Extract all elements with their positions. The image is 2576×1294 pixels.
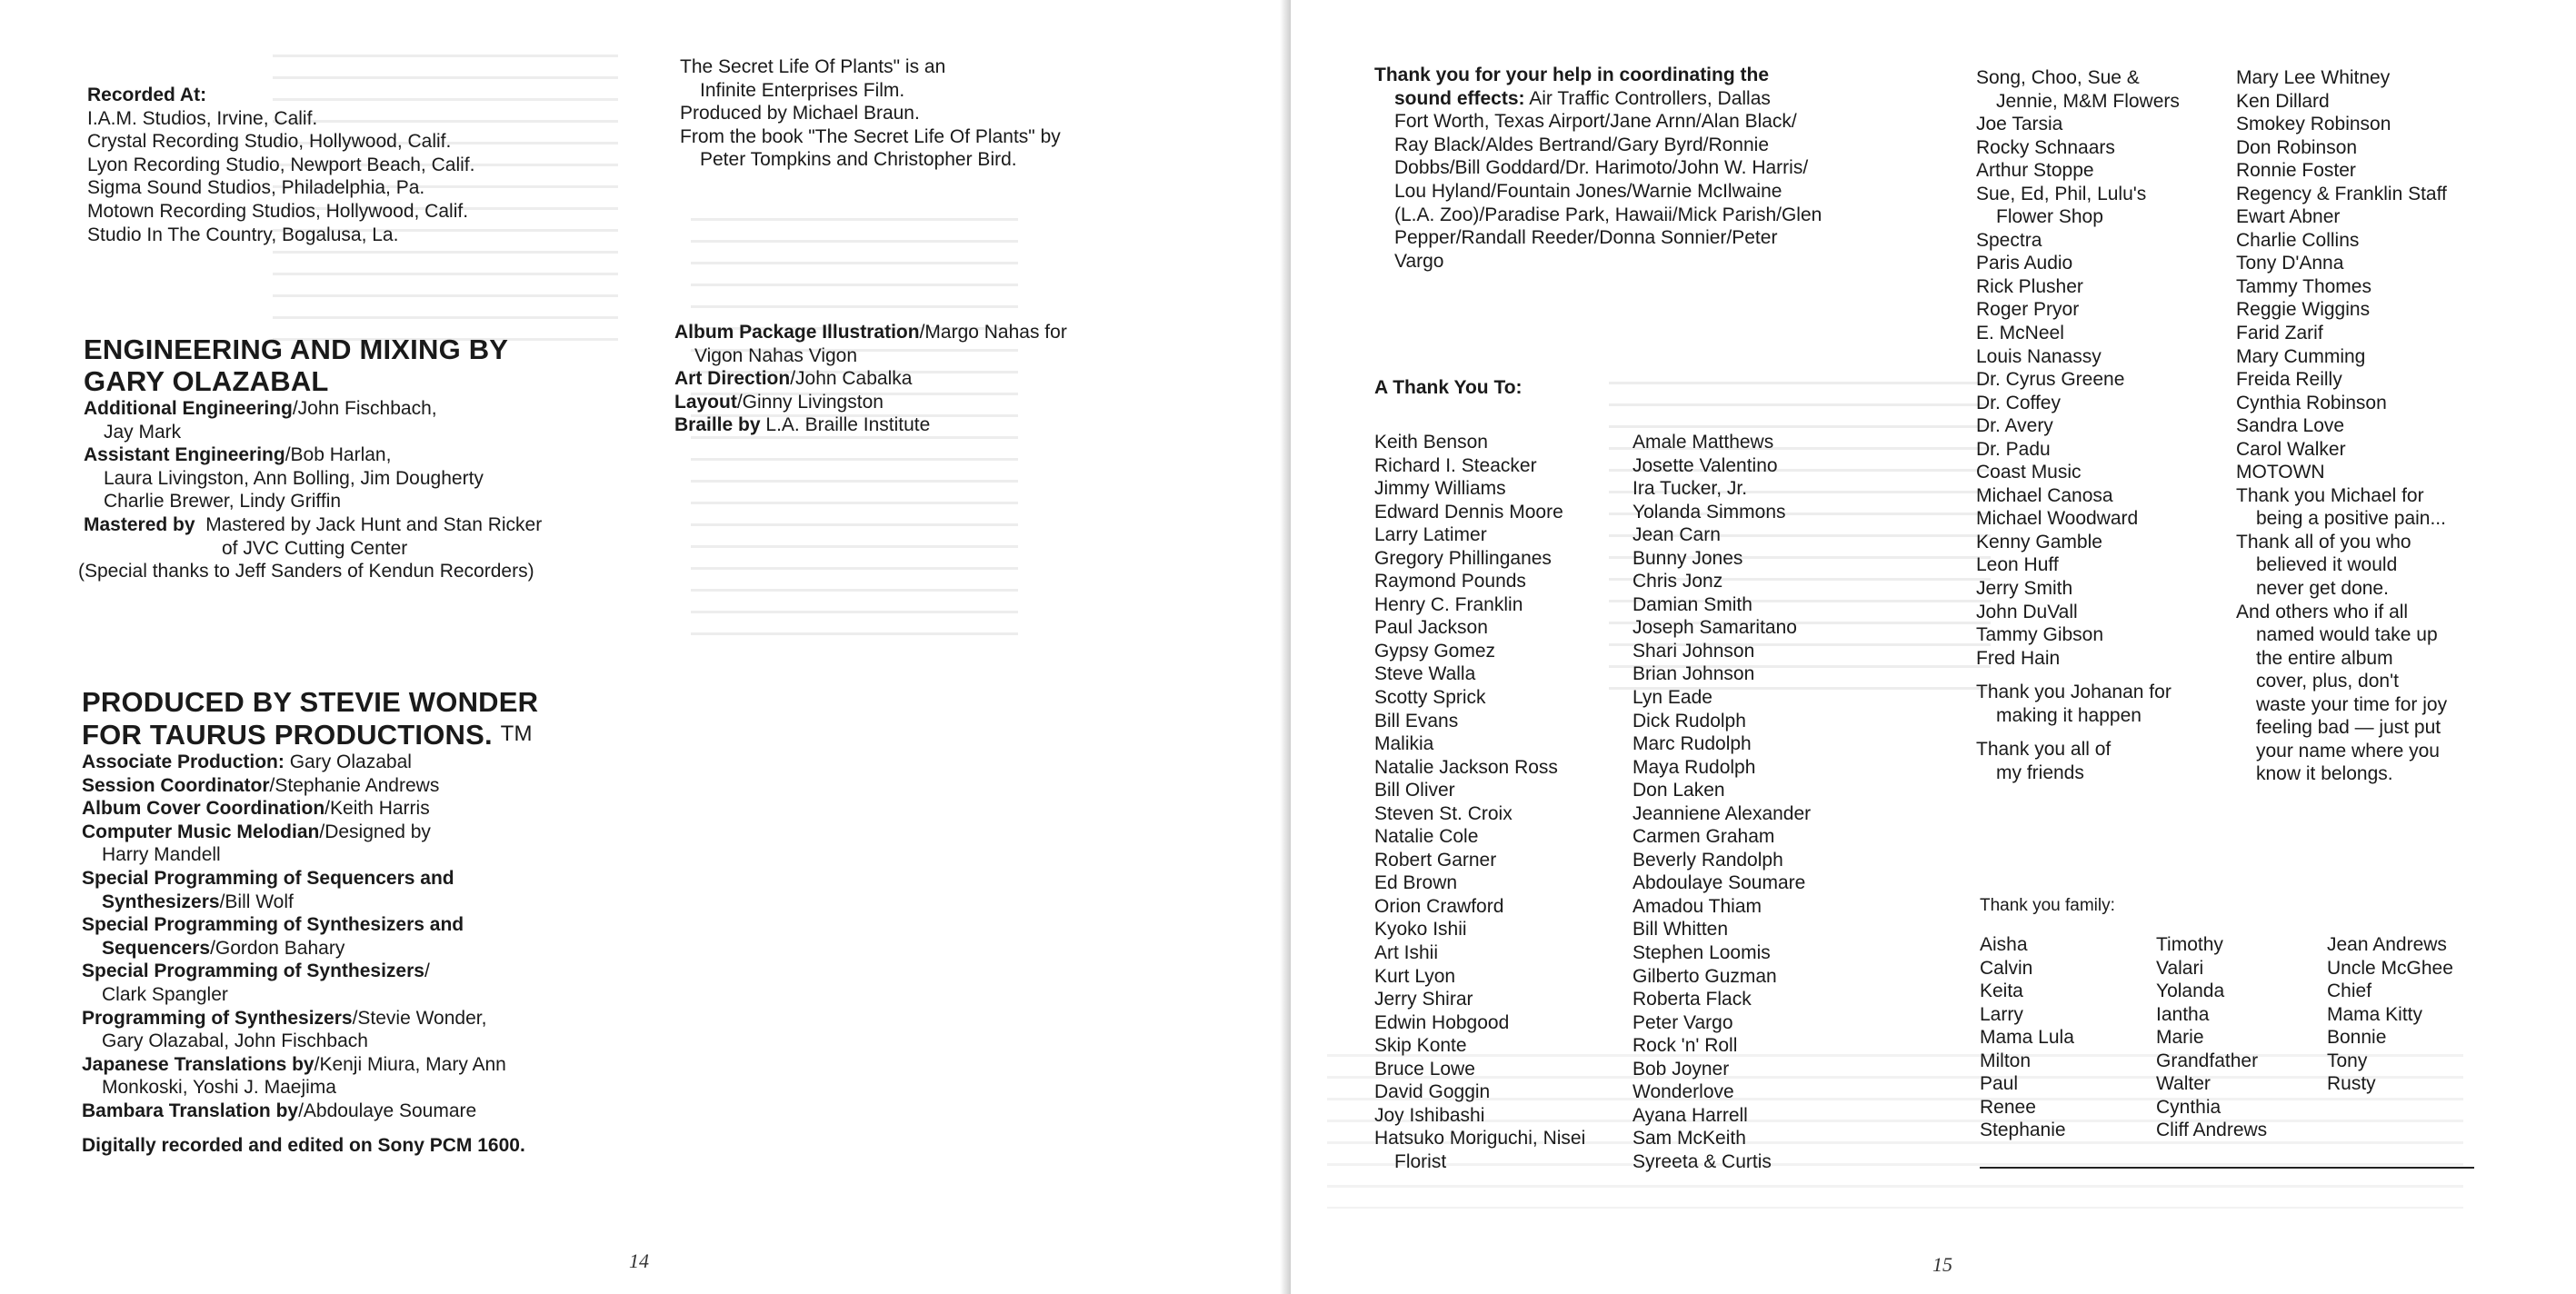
- name-entry-cont: Flower Shop: [1996, 206, 2103, 228]
- family-name: Chief: [2327, 980, 2372, 1002]
- name-entry: Orion Crawford: [1374, 895, 1504, 917]
- thanks-column-1: [1374, 431, 1585, 1174]
- name-entry: Rock 'n' Roll: [1632, 1035, 1738, 1057]
- sound-effects-line: Dobbs/Bill Goddard/Dr. Harimoto/John W. Harris/: [1394, 157, 1809, 179]
- credit-cont: of JVC Cutting Center: [222, 537, 408, 559]
- name-entry: Shari Johnson: [1632, 640, 1755, 662]
- name-entry: Dr. Avery: [1976, 415, 2053, 437]
- name-entry: Paris Audio: [1976, 253, 2073, 274]
- family-name: Cynthia: [2156, 1096, 2222, 1118]
- credit-line: [84, 397, 542, 421]
- name-entry: Gregory Phillinganes: [1374, 547, 1552, 569]
- family-name: Grandfather: [2156, 1050, 2259, 1071]
- note-line: And others who if all: [2236, 601, 2409, 622]
- name-entry: Sue, Ed, Phil, Lulu's: [1976, 183, 2147, 204]
- note-line: never get done.: [2256, 578, 2389, 600]
- credit-value: /Keith Harris: [324, 798, 430, 820]
- name-entry: Ira Tucker, Jr.: [1632, 478, 1748, 500]
- note-line: making it happen: [1996, 704, 2142, 726]
- note-line: feeling bad — just put: [2256, 717, 2441, 739]
- credit-label: Computer Music Melodian: [82, 821, 320, 842]
- credit-cont: Laura Livingston, Ann Bolling, Jim Dougherty: [104, 467, 484, 489]
- family-name: Calvin: [1980, 957, 2033, 979]
- name-entry: Ronnie Foster: [2236, 160, 2356, 182]
- name-entry: Peter Vargo: [1632, 1011, 1733, 1033]
- name-entry: Art Ishii: [1374, 942, 1439, 964]
- name-entry: Sam McKeith: [1632, 1128, 1746, 1150]
- film-note-line: The Secret Life Of Plants" is an: [680, 56, 946, 77]
- credit-line: [84, 443, 542, 467]
- credit-line: [82, 960, 538, 983]
- name-entry: Reggie Wiggins: [2236, 299, 2371, 321]
- name-entry: Mary Cumming: [2236, 345, 2366, 367]
- name-entry: Jerry Smith: [1976, 578, 2073, 600]
- note-line: cover, plus, don't: [2256, 671, 2399, 692]
- name-entry: Abdoulaye Soumare: [1632, 872, 1806, 894]
- engineering-section: [78, 333, 543, 583]
- name-entry: Jerry Shirar: [1374, 989, 1473, 1010]
- name-entry: Jean Carn: [1632, 524, 1721, 546]
- credit-line: [82, 821, 538, 844]
- name-entry: Kurt Lyon: [1374, 965, 1456, 987]
- family-name: Walter: [2156, 1073, 2211, 1095]
- name-entry: Hatsuko Moriguchi, Nisei: [1374, 1128, 1586, 1150]
- family-name: Tony: [2327, 1050, 2368, 1071]
- produced-heading: PRODUCED BY STEVIE WONDER: [82, 686, 539, 718]
- page-number: 15: [1932, 1253, 1952, 1276]
- studio-line: Crystal Recording Studio, Hollywood, Calif.: [87, 131, 452, 153]
- name-entry: Steve Walla: [1374, 663, 1476, 685]
- note-line: believed it would: [2256, 554, 2398, 576]
- credit-label: Additional Engineering: [84, 398, 293, 419]
- credit-line: [82, 1100, 538, 1123]
- credit-cont: Monkoski, Yoshi J. Maejima: [102, 1077, 336, 1099]
- name-entry: Fred Hain: [1976, 647, 2061, 669]
- name-entry: Amale Matthews: [1632, 432, 1774, 453]
- name-entry: Ayana Harrell: [1632, 1104, 1748, 1126]
- name-entry: Larry Latimer: [1374, 524, 1487, 546]
- name-entry: Yolanda Simmons: [1632, 501, 1786, 523]
- right-page: [1291, 0, 2576, 1294]
- name-entry: Don Laken: [1632, 780, 1725, 801]
- credit-line: [674, 413, 1067, 437]
- credit-line: [674, 391, 1067, 414]
- family-name: Stephanie: [1980, 1120, 2066, 1141]
- note-line: Thank you Michael for: [2236, 484, 2424, 506]
- name-entry: Gilberto Guzman: [1632, 965, 1777, 987]
- name-entry: Syreeta & Curtis: [1632, 1150, 1772, 1172]
- special-thanks-line: (Special thanks to Jeff Sanders of Kendun Recorders): [78, 561, 534, 582]
- credit-label: Art Direction: [674, 368, 791, 390]
- sound-effects-label: sound effects:: [1394, 87, 1525, 109]
- name-entry: Amadou Thiam: [1632, 895, 1762, 917]
- name-entry: Song, Choo, Sue &: [1976, 67, 2140, 88]
- sound-effects-line: Pepper/Randall Reeder/Donna Sonnier/Peter: [1394, 227, 1778, 249]
- name-entry: Maya Rudolph: [1632, 756, 1756, 778]
- credit-line: [82, 891, 538, 914]
- name-entry: Ken Dillard: [2236, 90, 2330, 112]
- credit-cont: Jay Mark: [104, 421, 182, 443]
- credit-label: Session Coordinator: [82, 774, 270, 796]
- engineering-heading: GARY OLAZABAL: [84, 365, 329, 397]
- credit-line: [82, 1007, 538, 1030]
- name-entry: Tammy Thomes: [2236, 275, 2371, 297]
- family-name: Milton: [1980, 1050, 2032, 1071]
- credit-line: [82, 797, 538, 821]
- family-column-2: [2156, 933, 2267, 1142]
- family-name: Yolanda: [2156, 980, 2225, 1002]
- name-entry: Bunny Jones: [1632, 547, 1743, 569]
- credit-value: /Kenji Miura, Mary Ann: [314, 1053, 506, 1075]
- name-entry: Natalie Cole: [1374, 826, 1479, 848]
- trademark-mark: TM: [500, 722, 533, 746]
- recorded-at-section: [87, 84, 474, 246]
- name-entry: Henry C. Franklin: [1374, 593, 1523, 615]
- left-page: [0, 0, 1287, 1294]
- name-entry: Regency & Franklin Staff: [2236, 183, 2447, 204]
- credit-label: Programming of Synthesizers: [82, 1007, 353, 1029]
- name-entry: Leon Huff: [1976, 554, 2059, 576]
- name-entry: Richard I. Steacker: [1374, 454, 1537, 476]
- credit-label: Assistant Engineering: [84, 444, 285, 466]
- credit-label: Mastered by: [84, 513, 195, 535]
- name-entry: Steven St. Croix: [1374, 802, 1513, 824]
- note-line: Thank you all of: [1976, 739, 2112, 761]
- family-name: Mama Lula: [1980, 1027, 2074, 1049]
- name-entry: Ed Brown: [1374, 872, 1458, 894]
- name-entry: Raymond Pounds: [1374, 571, 1526, 592]
- note-line: named would take up: [2256, 624, 2438, 646]
- name-entry: Stephen Loomis: [1632, 942, 1771, 964]
- name-entry: Jimmy Williams: [1374, 478, 1506, 500]
- credit-line: [82, 751, 538, 774]
- name-entry: Skip Konte: [1374, 1035, 1467, 1057]
- credit-label: Special Programming of Sequencers and: [82, 867, 454, 889]
- sound-effects-line: (L.A. Zoo)/Paradise Park, Hawaii/Mick Parish/Glen: [1394, 204, 1822, 225]
- credit-cont: Clark Spangler: [102, 983, 228, 1005]
- family-divider: [1980, 1167, 2474, 1169]
- credit-line: [82, 937, 538, 961]
- family-name: Paul: [1980, 1073, 2019, 1095]
- credit-label: Synthesizers: [102, 891, 220, 912]
- name-entry: Rocky Schnaars: [1976, 136, 2115, 158]
- note-line: waste your time for joy: [2256, 693, 2448, 715]
- name-entry: Paul Jackson: [1374, 617, 1488, 639]
- credit-value: L.A. Braille Institute: [765, 414, 931, 436]
- name-entry: Wonderlove: [1632, 1081, 1734, 1103]
- name-entry: Josette Valentino: [1632, 454, 1778, 476]
- credit-value: /Stevie Wonder,: [352, 1007, 487, 1029]
- name-entry: Damian Smith: [1632, 593, 1752, 615]
- sound-effects-heading: Thank you for your help in coordinating the: [1374, 65, 1770, 85]
- credit-label: Special Programming of Synthesizers and: [82, 914, 464, 936]
- name-entry: Charlie Collins: [2236, 229, 2360, 251]
- name-entry: Bill Oliver: [1374, 780, 1455, 801]
- recorded-at-heading: Recorded At:: [87, 85, 207, 105]
- studio-line: I.A.M. Studios, Irvine, Calif.: [87, 107, 318, 129]
- thanks-column-4: [2236, 66, 2447, 786]
- name-entry: Sandra Love: [2236, 415, 2345, 437]
- name-entry: Freida Reilly: [2236, 369, 2342, 391]
- credit-label: Layout: [674, 391, 737, 413]
- family-name: Larry: [1980, 1003, 2023, 1025]
- name-entry-cont: Florist: [1394, 1150, 1447, 1172]
- studio-line: Studio In The Country, Bogalusa, La.: [87, 224, 399, 245]
- name-entry: Farid Zarif: [2236, 323, 2323, 344]
- credit-value: /Bob Harlan,: [285, 444, 392, 466]
- note-line: know it belongs.: [2256, 763, 2393, 785]
- name-entry: Bill Evans: [1374, 710, 1459, 732]
- name-entry: Keith Benson: [1374, 432, 1488, 453]
- name-entry: Smokey Robinson: [2236, 114, 2391, 135]
- family-name: Renee: [1980, 1096, 2036, 1118]
- credit-value: /Abdoulaye Soumare: [298, 1100, 477, 1121]
- credit-cont: Gary Olazabal, John Fischbach: [102, 1030, 368, 1052]
- family-name: Bonnie: [2327, 1027, 2387, 1049]
- name-entry: Marc Rudolph: [1632, 733, 1752, 755]
- sound-effects-line: Vargo: [1394, 250, 1444, 272]
- note-line: the entire album: [2256, 647, 2393, 669]
- name-entry: Joseph Samaritano: [1632, 617, 1797, 639]
- name-entry: Edward Dennis Moore: [1374, 501, 1563, 523]
- sound-effects-value: Air Traffic Controllers, Dallas: [1529, 87, 1771, 109]
- note-line: Thank you Johanan for: [1976, 682, 2172, 703]
- family-heading: Thank you family:: [1980, 896, 2115, 915]
- family-column-1: [1980, 933, 2074, 1142]
- credit-label: Album Cover Coordination: [82, 798, 325, 820]
- sound-effects-line: Lou Hyland/Fountain Jones/Warnie McIlwaine: [1394, 180, 1782, 202]
- name-entry: Brian Johnson: [1632, 663, 1755, 685]
- credit-line: [674, 367, 1067, 391]
- sound-effects-line: [1374, 87, 1822, 111]
- name-entry: David Goggin: [1374, 1081, 1491, 1103]
- name-entry: Spectra: [1976, 229, 2042, 251]
- name-entry: Ewart Abner: [2236, 206, 2341, 228]
- credit-label: Album Package Illustration: [674, 322, 920, 343]
- name-entry: Dick Rudolph: [1632, 710, 1746, 732]
- name-entry: Kyoko Ishii: [1374, 919, 1467, 941]
- credit-line: [82, 1053, 538, 1077]
- credit-label: Sequencers: [102, 937, 211, 959]
- name-entry: Don Robinson: [2236, 136, 2358, 158]
- credit-line: [84, 513, 542, 537]
- family-name: Iantha: [2156, 1003, 2210, 1025]
- credit-value: /Margo Nahas for: [919, 322, 1067, 343]
- credit-value: /Gordon Bahary: [210, 937, 345, 959]
- note-line: Thank all of you who: [2236, 531, 2411, 552]
- produced-heading: [82, 718, 538, 751]
- name-entry: Jeanniene Alexander: [1632, 802, 1812, 824]
- name-entry: Chris Jonz: [1632, 571, 1723, 592]
- film-note: [680, 55, 1061, 172]
- thank-you-to-heading: A Thank You To:: [1374, 377, 1523, 398]
- credit-value: /John Fischbach,: [292, 398, 437, 419]
- thank-you-heading: [1374, 376, 1523, 400]
- film-note-line: From the book "The Secret Life Of Plants" by: [680, 125, 1061, 147]
- family-name: Keita: [1980, 980, 2023, 1002]
- name-entry: Roger Pryor: [1976, 299, 2080, 321]
- name-entry: Cynthia Robinson: [2236, 392, 2387, 413]
- family-column-3: [2327, 933, 2453, 1096]
- note-line: my friends: [1996, 761, 2084, 783]
- credit-value: /: [424, 961, 430, 982]
- name-entry: Carmen Graham: [1632, 826, 1775, 848]
- name-entry: Bill Whitten: [1632, 919, 1729, 941]
- credit-value: /Bill Wolf: [219, 891, 294, 912]
- name-entry: Lyn Eade: [1632, 687, 1712, 709]
- credit-label: Bambara Translation by: [82, 1100, 299, 1121]
- family-name: Aisha: [1980, 934, 2028, 955]
- name-entry: Kenny Gamble: [1976, 531, 2102, 552]
- name-entry: Louis Nanassy: [1976, 345, 2102, 367]
- credit-cont: Vigon Nahas Vigon: [694, 344, 858, 366]
- studio-line: Motown Recording Studios, Hollywood, Calif.: [87, 200, 469, 222]
- name-entry: John DuVall: [1976, 601, 2078, 622]
- name-entry: Coast Music: [1976, 462, 2082, 483]
- name-entry: Carol Walker: [2236, 438, 2346, 460]
- name-entry: Dr. Padu: [1976, 438, 2051, 460]
- name-entry: Michael Woodward: [1976, 508, 2139, 530]
- name-entry: Tony D'Anna: [2236, 253, 2344, 274]
- name-entry: MOTOWN: [2236, 462, 2325, 483]
- digital-note: Digitally recorded and edited on Sony PCM 1600.: [82, 1134, 525, 1156]
- engineering-heading: ENGINEERING AND MIXING BY: [84, 333, 509, 365]
- studio-line: Sigma Sound Studios, Philadelphia, Pa.: [87, 177, 425, 199]
- name-entry: Gypsy Gomez: [1374, 640, 1496, 662]
- credit-value: /Designed by: [319, 821, 431, 842]
- credit-value: Gary Olazabal: [289, 752, 412, 772]
- sound-effects-line: Fort Worth, Texas Airport/Jane Arnn/Alan Black/: [1394, 111, 1797, 133]
- name-entry: Michael Canosa: [1976, 484, 2113, 506]
- family-name: Valari: [2156, 957, 2204, 979]
- credit-line: [674, 321, 1067, 344]
- page-number: 14: [629, 1249, 649, 1272]
- name-entry-cont: Jennie, M&M Flowers: [1996, 90, 2180, 112]
- credit-cont: Charlie Brewer, Lindy Griffin: [104, 491, 342, 513]
- family-name: Timothy: [2156, 934, 2223, 955]
- name-entry: Roberta Flack: [1632, 989, 1752, 1010]
- film-note-line: Infinite Enterprises Film.: [700, 79, 905, 101]
- credit-value: /John Cabalka: [790, 368, 913, 390]
- family-name: Mama Kitty: [2327, 1003, 2423, 1025]
- name-entry: Joe Tarsia: [1976, 114, 2063, 135]
- sound-effects-line: Ray Black/Aldes Bertrand/Gary Byrd/Ronnie: [1394, 134, 1770, 155]
- credit-value: /Stephanie Andrews: [269, 774, 440, 796]
- package-section: [674, 321, 1067, 437]
- name-entry: Dr. Cyrus Greene: [1976, 369, 2125, 391]
- name-entry: Joy Ishibashi: [1374, 1104, 1485, 1126]
- studio-line: Lyon Recording Studio, Newport Beach, Calif.: [87, 154, 475, 175]
- family-name: Marie: [2156, 1027, 2204, 1049]
- film-note-line: Peter Tompkins and Christopher Bird.: [700, 149, 1017, 171]
- credit-label: Japanese Translations by: [82, 1053, 315, 1075]
- credit-line: [82, 774, 538, 798]
- credit-value: Mastered by Jack Hunt and Stan Ricker: [205, 513, 543, 535]
- name-entry: Edwin Hobgood: [1374, 1011, 1510, 1033]
- name-entry: E. McNeel: [1976, 323, 2064, 344]
- thanks-column-3: [1976, 66, 2180, 784]
- name-entry: Malikia: [1374, 733, 1434, 755]
- credit-label: Special Programming of Synthesizers: [82, 961, 424, 982]
- family-name: Rusty: [2327, 1073, 2376, 1095]
- note-line: your name where you: [2256, 740, 2440, 761]
- produced-heading-text: FOR TAURUS PRODUCTIONS.: [82, 719, 493, 751]
- credit-label: Braille by: [674, 414, 761, 436]
- credit-value: /Ginny Livingston: [736, 391, 884, 413]
- name-entry: Tammy Gibson: [1976, 624, 2104, 646]
- name-entry: Robert Garner: [1374, 849, 1497, 871]
- name-entry: Scotty Sprick: [1374, 687, 1486, 709]
- name-entry: Rick Plusher: [1976, 275, 2083, 297]
- credit-label: Associate Production:: [82, 752, 285, 772]
- credit-cont: Harry Mandell: [102, 844, 221, 866]
- name-entry: Dr. Coffey: [1976, 392, 2061, 413]
- thanks-column-2: [1632, 431, 1811, 1174]
- name-entry: Bruce Lowe: [1374, 1058, 1475, 1080]
- name-entry: Natalie Jackson Ross: [1374, 756, 1558, 778]
- name-entry: Bob Joyner: [1632, 1058, 1730, 1080]
- name-entry: Mary Lee Whitney: [2236, 67, 2391, 88]
- sound-effects-section: [1374, 64, 1822, 273]
- family-name: Cliff Andrews: [2156, 1120, 2268, 1141]
- note-line: being a positive pain...: [2256, 508, 2446, 530]
- family-heading-block: [1980, 894, 2115, 918]
- produced-section: [82, 686, 538, 1157]
- name-entry: Beverly Randolph: [1632, 849, 1783, 871]
- family-name: Uncle McGhee: [2327, 957, 2453, 979]
- family-name: Jean Andrews: [2327, 934, 2447, 955]
- film-note-line: Produced by Michael Braun.: [680, 103, 920, 124]
- name-entry: Arthur Stoppe: [1976, 160, 2094, 182]
